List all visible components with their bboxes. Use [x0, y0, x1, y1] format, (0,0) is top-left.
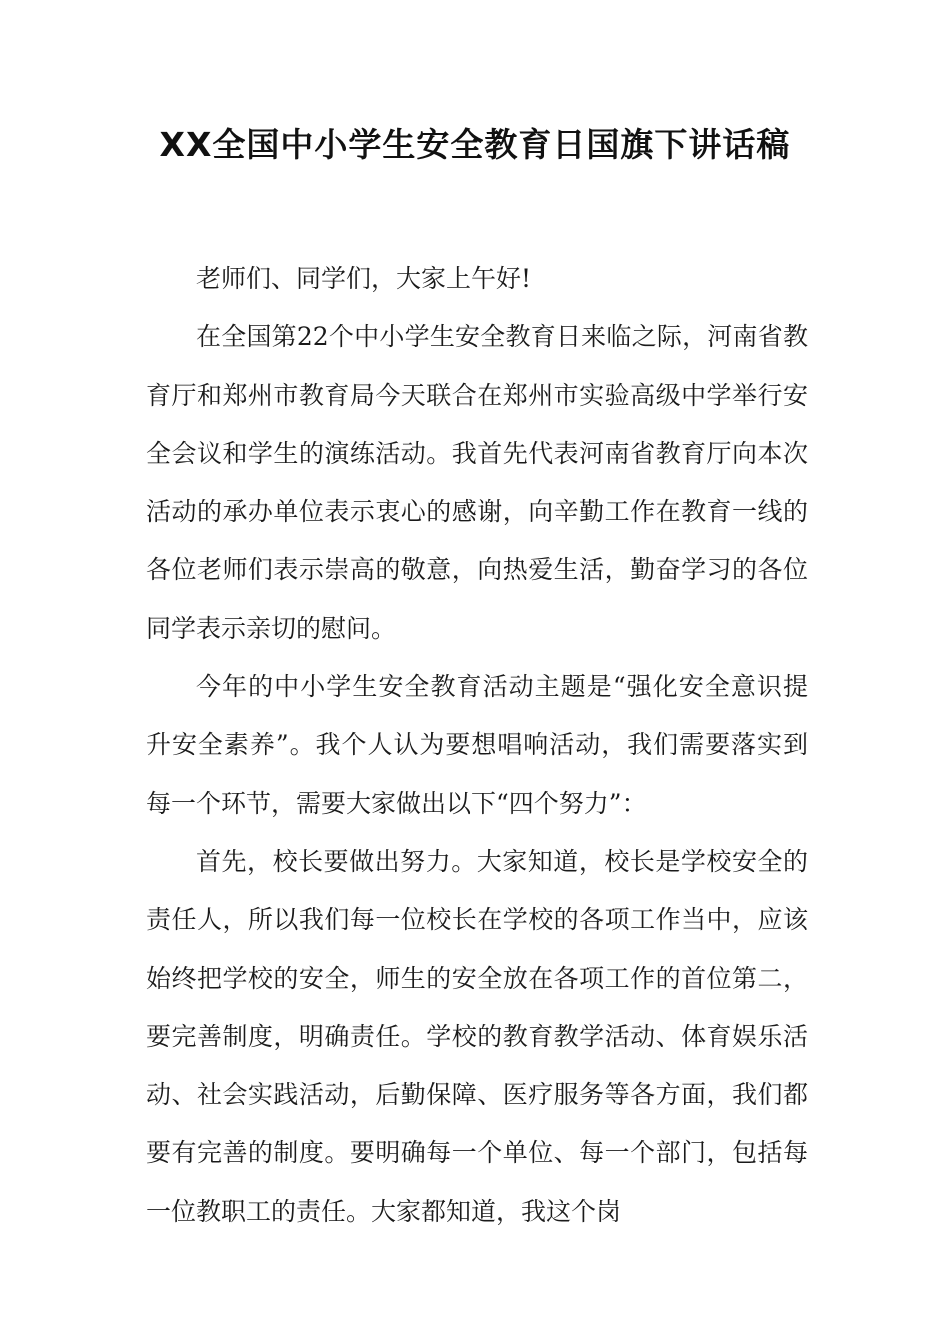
document-title: XX全国中小学生安全教育日国旗下讲话稿	[159, 125, 791, 164]
paragraph-opening: 在全国第22个中小学生安全教育日来临之际，河南省教育厅和郑州市教育局今天联合在郑州市实验高级中学举行安全会议和学生的演练活动。我首先代表河南省教育厅向本次活动的承办单位表示衷心的感谢，向辛勤工作在教育一线的各位老师们表示崇高的敬意，向热爱生活，勤奋学习的各位同学表示亲切的慰问。	[146, 322, 808, 643]
paragraph-theme: 今年的中小学生安全教育活动主题是“强化安全意识提升安全素养”。我个人认为要想唱响活动，我们需要落实到每一个环节，需要大家做出以下“四个努力”：	[146, 672, 808, 818]
paragraph-greeting: 老师们、同学们，大家上午好!	[196, 264, 532, 293]
paragraph-principal-effort: 首先，校长要做出努力。大家知道，校长是学校安全的责任人，所以我们每一位校长在学校的各项工作当中，应该始终把学校的安全，师生的安全放在各项工作的首位第二，要完善制度，明确责任。学校的教育教学活动、体育娱乐活动、社会实践活动，后勤保障、医疗服务等各方面，我们都要有完善的制度。要明确每一个单位、每一个部门，包括每一位教职工的责任。大家都知道，我这个岗	[146, 846, 808, 1226]
document-body	[146, 250, 808, 1241]
